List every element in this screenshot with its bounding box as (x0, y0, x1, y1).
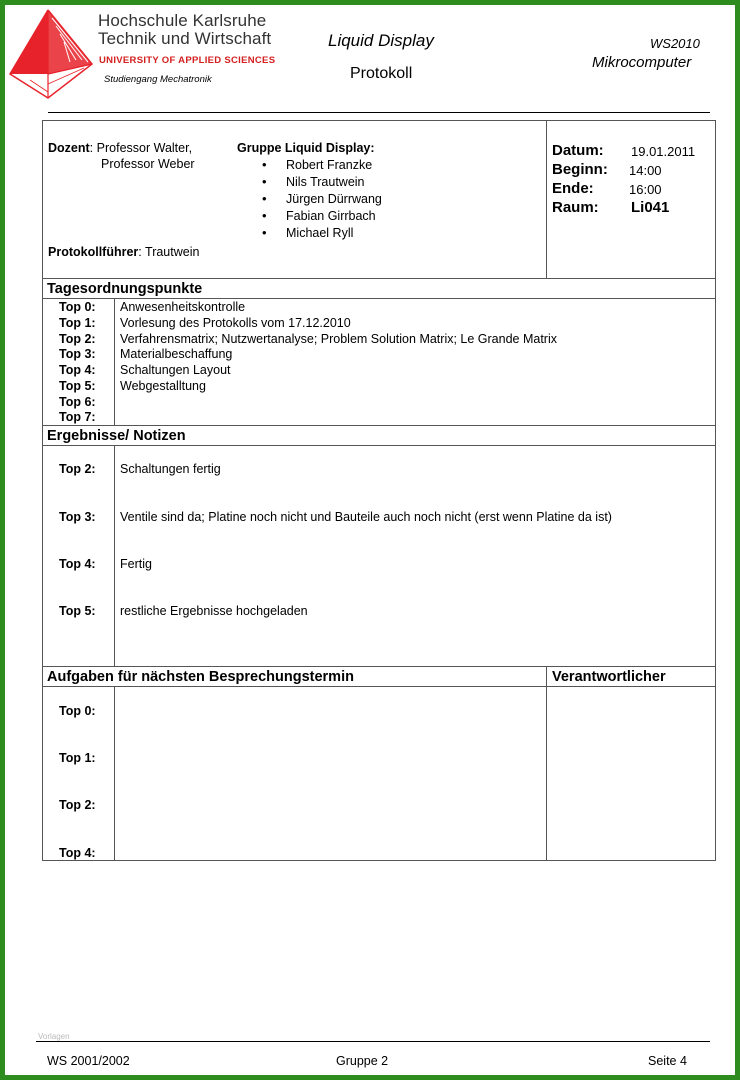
watermark: Vorlagen (38, 1032, 70, 1041)
school-name-line2: Technik und Wirtschaft (98, 29, 272, 48)
dozent (48, 141, 192, 155)
member-item: Robert Franzke (286, 158, 373, 172)
minute-taker-label: Protokollführer (48, 245, 139, 259)
agenda-top-text: Webgestalltung (120, 379, 206, 393)
responsible-title: Verantwortlicher (552, 669, 666, 685)
task-top-label: Top 0: (59, 704, 96, 718)
tasks-column-divider (114, 686, 115, 860)
semester-label: WS2010 (650, 36, 700, 51)
results-column-divider (114, 445, 115, 666)
dozent-label: Dozent (48, 141, 90, 155)
group-label: Gruppe Liquid Display: (237, 141, 375, 155)
results-header-line (42, 445, 716, 446)
agenda-top-label: Top 6: (59, 395, 96, 409)
result-top-label: Top 2: (59, 462, 96, 476)
task-top-label: Top 4: (59, 846, 96, 860)
task-top-label: Top 1: (59, 751, 96, 765)
date-label: Datum: (552, 142, 604, 159)
agenda-top-label: Top 0: (59, 300, 96, 314)
footer-left: WS 2001/2002 (47, 1054, 130, 1068)
footer-center: Gruppe 2 (336, 1054, 389, 1068)
member-item: Nils Trautwein (286, 175, 365, 189)
agenda-top-text: Materialbeschaffung (120, 347, 233, 361)
university-logo (8, 8, 96, 100)
results-title: Ergebnisse/ Notizen (47, 428, 186, 444)
member-item: Michael Ryll (286, 226, 354, 240)
member-bullet: • (262, 157, 267, 172)
agenda-top-label: Top 1: (59, 316, 96, 330)
tasks-header-line (42, 686, 716, 687)
header-divider (48, 112, 710, 113)
footer-divider (36, 1041, 710, 1042)
result-top-label: Top 5: (59, 604, 96, 618)
dozent-line1: Professor Walter, (96, 141, 193, 155)
course-label: Mikrocomputer (592, 54, 692, 71)
agenda-top-label: Top 5: (59, 379, 96, 393)
agenda-top-text: Verfahrensmatrix; Nutzwertanalyse; Problem Solution Matrix; Le Grande Matrix (120, 332, 557, 346)
task-top-label: Top 2: (59, 798, 96, 812)
result-top-label: Top 3: (59, 510, 96, 524)
results-bottom-line (42, 666, 716, 667)
end-label: Ende: (552, 180, 594, 197)
room-label: Raum: (552, 199, 599, 216)
result-top-text: restliche Ergebnisse hochgeladen (120, 604, 308, 618)
member-bullet: • (262, 174, 267, 189)
agenda-top-label: Top 3: (59, 347, 96, 361)
agenda-header-line (42, 298, 716, 299)
minute-taker (48, 245, 199, 259)
member-bullet: • (262, 225, 267, 240)
member-item: Jürgen Dürrwang (286, 192, 382, 206)
dozent-colon: : (89, 141, 94, 155)
tasks-title: Aufgaben für nächsten Besprechungstermin (47, 669, 354, 685)
agenda-top-text: Anwesenheitskontrolle (120, 300, 246, 314)
footer-right: Seite 4 (648, 1054, 687, 1068)
result-top-label: Top 4: (59, 557, 96, 571)
protocol-table (42, 120, 716, 861)
document-title: Liquid Display (328, 31, 434, 50)
school-name-line3: UNIVERSITY OF APPLIED SCIENCES (99, 55, 276, 66)
room-value: Li041 (631, 199, 670, 216)
document-subtitle: Protokoll (350, 65, 413, 82)
result-top-text: Ventile sind da; Platine noch nicht und Bauteile auch noch nicht (erst wenn Platine da ist) (120, 510, 612, 524)
agenda-top-label: Top 4: (59, 363, 96, 377)
end-value: 16:00 (629, 182, 662, 197)
agenda-top-label: Top 2: (59, 332, 96, 346)
member-bullet: • (262, 191, 267, 206)
info-divider (546, 120, 547, 279)
info-bottom-line (42, 278, 716, 279)
agenda-column-divider (114, 298, 115, 425)
date-value: 19.01.2011 (631, 144, 696, 159)
minute-taker-value: : Trautwein (138, 245, 200, 259)
school-name-line1: Hochschule Karlsruhe (98, 11, 267, 30)
agenda-bottom-line (42, 425, 716, 426)
agenda-title: Tagesordnungspunkte (47, 281, 203, 297)
dozent-line2: Professor Weber (101, 157, 195, 171)
result-top-text: Schaltungen fertig (120, 462, 221, 476)
agenda-top-text: Vorlesung des Protokolls vom 17.12.2010 (120, 316, 351, 330)
tasks-responsible-divider (546, 666, 547, 860)
start-value: 14:00 (629, 163, 662, 178)
program-name: Studiengang Mechatronik (104, 74, 212, 85)
member-item: Fabian Girrbach (286, 209, 376, 223)
agenda-top-label: Top 7: (59, 410, 96, 424)
agenda-top-text: Schaltungen Layout (120, 363, 231, 377)
member-bullet: • (262, 208, 267, 223)
start-label: Beginn: (552, 161, 608, 178)
result-top-text: Fertig (120, 557, 152, 571)
